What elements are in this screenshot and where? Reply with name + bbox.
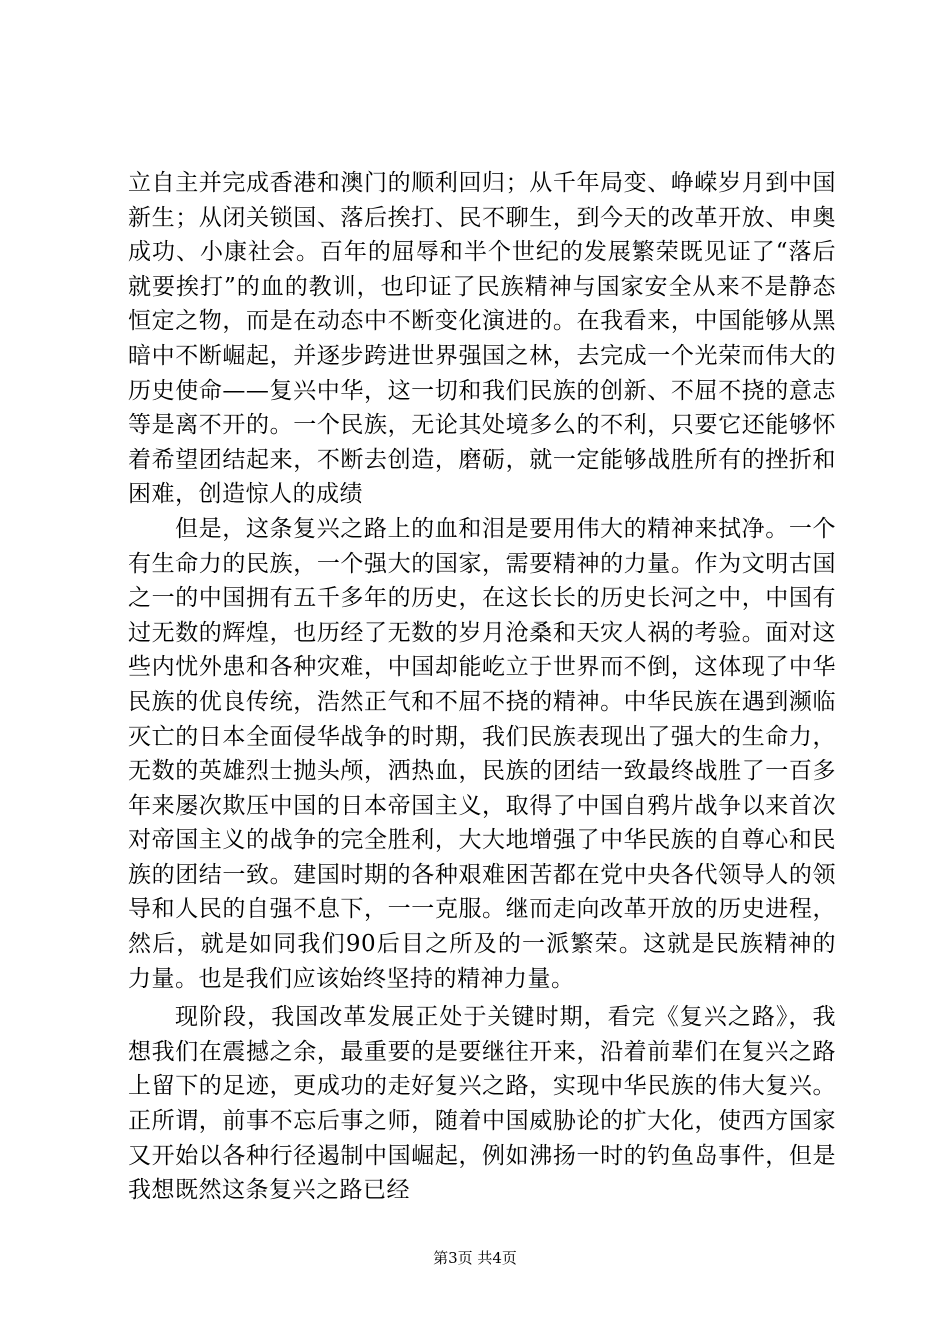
paragraph-3: 现阶段，我国改革发展正处于关键时期，看完《复兴之路》，我想我们在震撼之余，最重要的是要继往开来，沿着前辈们在复兴之路上留下的足迹，更成功的走好复兴之路，实现中华民族的伟大复兴。正所谓，前事不忘后事之师，随着中国威胁论的扩大化，使西方国家又开始以各种行径遏制中国崛起，例如沸扬一时的钓鱼岛事件，但是我想既然这条复兴之路已经 <box>128 1004 836 1204</box>
page-footer: 第3页 共4页 <box>433 1249 517 1267</box>
paragraph-2: 但是，这条复兴之路上的血和泪是要用伟大的精神来拭净。一个有生命力的民族，一个强大的国家，需要精神的力量。作为文明古国之一的中国拥有五千多年的历史，在这长长的历史长河之中，中国有过无数的辉煌，也历经了无数的岁月沧桑和天灾人祸的考验。面对这些内忧外患和各种灾难，中国却能屹立于世界而不倒，这体现了中华民族的优良传统，浩然正气和不屈不挠的精神。中华民族在遇到濒临灭亡的日本全面侵华战争的时期，我们民族表现出了强大的生命力，无数的英雄烈士抛头颅，洒热血，民族的团结一致最终战胜了一百多年来屡次欺压中国的日本帝国主义，取得了中国自鸦片战争以来首次对帝国主义的战争的完全胜利，大大地增强了中华民族的自尊心和民族的团结一致。建国时期的各种艰难困苦都在党中央各代领导人的领导和人民的自强不息下，一一克服。继而走向改革开放的历史进程，然后，就是如同我们90后目之所及的一派繁荣。这就是民族精神的力量。也是我们应该始终坚持的精神力量。 <box>128 515 836 992</box>
paragraph-1: 立自主并完成香港和澳门的顺利回归；从千年局变、峥嵘岁月到中国新生；从闭关锁国、落后挨打、民不聊生，到今天的改革开放、申奥成功、小康社会。百年的屈辱和半个世纪的发展繁荣既见证了“落后就要挨打”的血的教训，也印证了民族精神与国家安全从来不是静态恒定之物，而是在动态中不断变化演进的。在我看来，中国能够从黑暗中不断崛起，并逐步跨进世界强国之林，去完成一个光荣而伟大的历史使命——复兴中华，这一切和我们民族的创新、不屈不挠的意志等是离不开的。一个民族，无论其处境多么的不利，只要它还能够怀着希望团结起来，不断去创造，磨砺，就一定能够战胜所有的挫折和困难，创造惊人的成绩 <box>128 170 836 508</box>
document-body <box>128 166 836 1208</box>
